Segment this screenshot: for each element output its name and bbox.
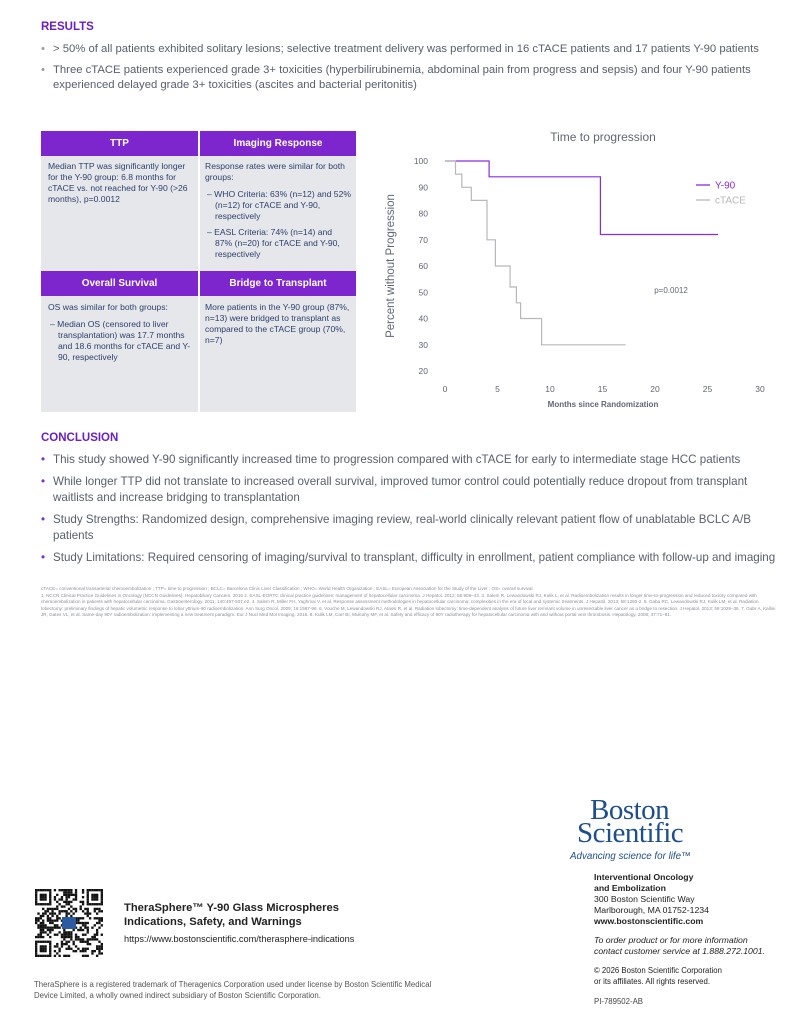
y-tick-label: 90 [418, 182, 428, 193]
x-tick-label: 5 [495, 384, 500, 394]
survival-os: – Median OS (censored to liver transplantation) was 17.7 months and 18.6 months for cTACE and Y-90, respectively [50, 319, 191, 362]
imaging-intro: Response rates were similar for both groups: [205, 161, 345, 182]
order-info-1: To order product or for more information [594, 935, 748, 945]
brand-tagline: Advancing science for life™ [570, 851, 691, 862]
list-item [41, 474, 781, 506]
references: 1. NCCN Clinical Practice Guidelines in Oncology (NCCN Guidelines). Hepatobiliary Cancers. 2016 2. EASL-EORTC clinical practice guidelines: management of hepatocellular carcinoma. J Hepatol. 2012; 56:908–43. 3. Salem R, Lewandowski RJ, Kulik L, et al. Radioembolization results in longer time-to-progression and reduced toxicity compared with chemoembolization in patients with hepatocellular carcinoma. Gastroenterology. 2011; 140:497-507.e2. 4. Salem R, Miller FH, Yaghmai V, et al. Response assessment methodologies in hepatocellular carcinoma: complexities in the era of local and systemic treatments. J Hepatol. 2013; 58:1260-2. 5. Gaba RC, Lewandowski RJ, Kulik LM, et al. Radiation lobectomy: preliminary findings of hepatic volumetric response to lobar yttrium-90 radioembolization. Ann Surg Oncol. 2009; 16:1587-96. 6. Vouche M, Lewandowski RJ, Atassi R, et al. Radiation lobectomy: time-dependent analysis of future liver remnant volume in unresectable liver cancer as a bridge to resection. J Hepatol. 2013; 59:1029–36. 7. Gabr A, Kallini JR, Gates VL, et al. Same-day 90Y radioembolization: implementing a new treatment paradigm. Eur J Nucl Med Mol Imaging. 2016. 8. Kulik LM, Carr BI, Mulcahy MF, et al. Safety and efficacy of 90Y radiotherapy for hepatocellular carcinoma with and without portal vein thrombosis. Hepatology. 2008; 47:71–81. [41, 593, 776, 617]
conclusion-text: While longer TTP did not translate to increased overall survival, improved tumor control could potentially reduce dropout from transplant waitlists and increase bridging to transplantation [53, 475, 748, 504]
copyright-2: or its affiliates. All rights reserved. [594, 976, 710, 986]
y-tick-label: 40 [418, 313, 428, 324]
therasphere-title-2: Indications, Safety, and Warnings [124, 916, 302, 928]
x-axis-label: Months since Randomization [547, 400, 659, 409]
list-item [41, 42, 781, 57]
x-tick-label: 0 [442, 384, 448, 394]
survival-intro: OS was similar for both groups: [48, 302, 168, 312]
series-line-y-90 [445, 161, 718, 235]
results-heading: RESULTS [41, 21, 94, 33]
y-tick-label: 70 [418, 234, 428, 245]
qr-code-icon[interactable] [35, 889, 103, 957]
list-item [41, 512, 781, 544]
bullet-icon: • [41, 43, 45, 55]
x-tick-label: 20 [650, 384, 660, 394]
bullet-icon: • [41, 64, 45, 76]
bridge-text: More patients in the Y-90 group (87%, n=13) were bridged to transplant as compared to the cTACE group (70%, n=7) [205, 302, 350, 345]
street-address: 300 Boston Scientific Way [594, 894, 695, 904]
list-item [41, 452, 781, 468]
p-value-annotation: p=0.0012 [654, 286, 688, 295]
conclusion-text: Study Limitations: Required censoring of imaging/survival to transplant, difficulty in enrollment, patient compliance with follow-up and imaging [53, 551, 776, 564]
result-text: Three cTACE patients experienced grade 3+ toxicities (hyperbilirubinemia, abdominal pain from progress and sepsis) and four Y-90 patients experienced delayed grade 3+ toxicities (ascites and bacterial peritonitis) [53, 64, 751, 91]
y-tick-label: 20 [418, 366, 428, 376]
conclusion-text: Study Strengths: Randomized design, comprehensive imaging review, real-world clinically relevant patient flow of unablatable BCLC A/B patients [53, 513, 751, 542]
city-address: Marlborough, MA 01752-1234 [594, 905, 709, 915]
bullet-icon: • [41, 453, 46, 466]
x-tick-label: 30 [755, 384, 765, 394]
x-tick-label: 25 [702, 384, 713, 394]
therasphere-info [124, 901, 424, 944]
address-block [594, 872, 794, 1007]
chart-title: Time to progression [550, 130, 656, 144]
imaging-easl: – EASL Criteria: 74% (n=14) and 87% (n=20) for cTACE and Y-90, respectively [207, 227, 340, 259]
survival-cell [48, 302, 194, 368]
division-line-2: and Embolization [594, 883, 666, 893]
y-tick-label: 60 [418, 261, 428, 271]
result-text: > 50% of all patients exhibited solitary lesions; selective treatment delivery was performed in 16 cTACE patients and 17 patients Y-90 patients [53, 43, 759, 55]
order-info-2: contact customer service at 1.888.272.1001. [594, 946, 765, 956]
x-tick-label: 10 [545, 384, 555, 394]
bullet-icon: • [41, 551, 46, 564]
logo-word-scientific: Scientific [577, 817, 684, 849]
x-tick-label: 15 [597, 384, 608, 394]
y-tick-label: 50 [418, 287, 428, 298]
ttp-header: TTP [41, 131, 198, 156]
legend-label: cTACE [715, 195, 746, 207]
ttp-cell [48, 161, 194, 211]
conclusion-text: This study showed Y-90 significantly increased time to progression compared with cTACE for early to intermediate stage HCC patients [53, 453, 741, 466]
series-line-ctace [445, 161, 626, 345]
survival-header: Overall Survival [41, 271, 198, 296]
summary-table [41, 131, 356, 412]
imaging-who: – WHO Criteria: 63% (n=12) and 52% (n=12) for cTACE and Y-90, respectively [207, 189, 352, 221]
conclusion-heading: CONCLUSION [41, 432, 119, 444]
bullet-icon: • [41, 513, 46, 526]
list-item [41, 63, 781, 93]
imaging-header: Imaging Response [200, 131, 356, 156]
y-tick-label: 30 [418, 339, 428, 350]
conclusion-list [41, 452, 781, 572]
bridge-cell [205, 302, 351, 352]
results-list [41, 42, 781, 99]
document-code: PI-789502-AB [594, 997, 643, 1006]
abbreviations: cTACE= conventional transarterial chemoembolization ; TTP= time to progression ; BCLC= Barcelona Clinic Liver Classification ; WHO= World Health Organization ; EASL= European Association for the Study of the Liver ; OS= overall survival [41, 586, 533, 591]
ttp-text: Median TTP was significantly longer for the Y-90 group: 6.8 months for cTACE vs. not reached for Y-90 (>26 months), p=0.0012 [48, 161, 188, 204]
y-tick-label: 100 [413, 156, 428, 166]
boston-scientific-logo [570, 794, 720, 862]
division-line-1: Interventional Oncology [594, 872, 694, 882]
website-link[interactable]: www.bostonscientific.com [594, 916, 704, 926]
list-item [41, 550, 781, 566]
imaging-cell [205, 161, 351, 265]
therasphere-link[interactable]: https://www.bostonscientific.com/therasphere-indications [124, 934, 355, 944]
logo-word-boston: Boston [590, 794, 670, 826]
copyright-1: © 2026 Boston Scientific Corporation [594, 966, 722, 975]
footnotes [41, 586, 781, 619]
bridge-header: Bridge to Transplant [200, 271, 356, 296]
ttp-chart [380, 125, 780, 415]
bullet-icon: • [41, 475, 46, 488]
legend-label: Y-90 [715, 180, 736, 192]
therasphere-title-1: TheraSphere™ Y-90 Glass Microspheres [124, 902, 339, 914]
trademark-notice: TheraSphere is a registered trademark of Theragenics Corporation used under license by Boston Scientific Medical Device Limited, a wholly owned indirect subsidiary of Boston Scientific Corporation. [34, 980, 432, 1000]
y-axis-label: Percent without Progression [385, 194, 397, 338]
y-tick-label: 80 [418, 208, 428, 219]
table-divider [198, 131, 200, 412]
